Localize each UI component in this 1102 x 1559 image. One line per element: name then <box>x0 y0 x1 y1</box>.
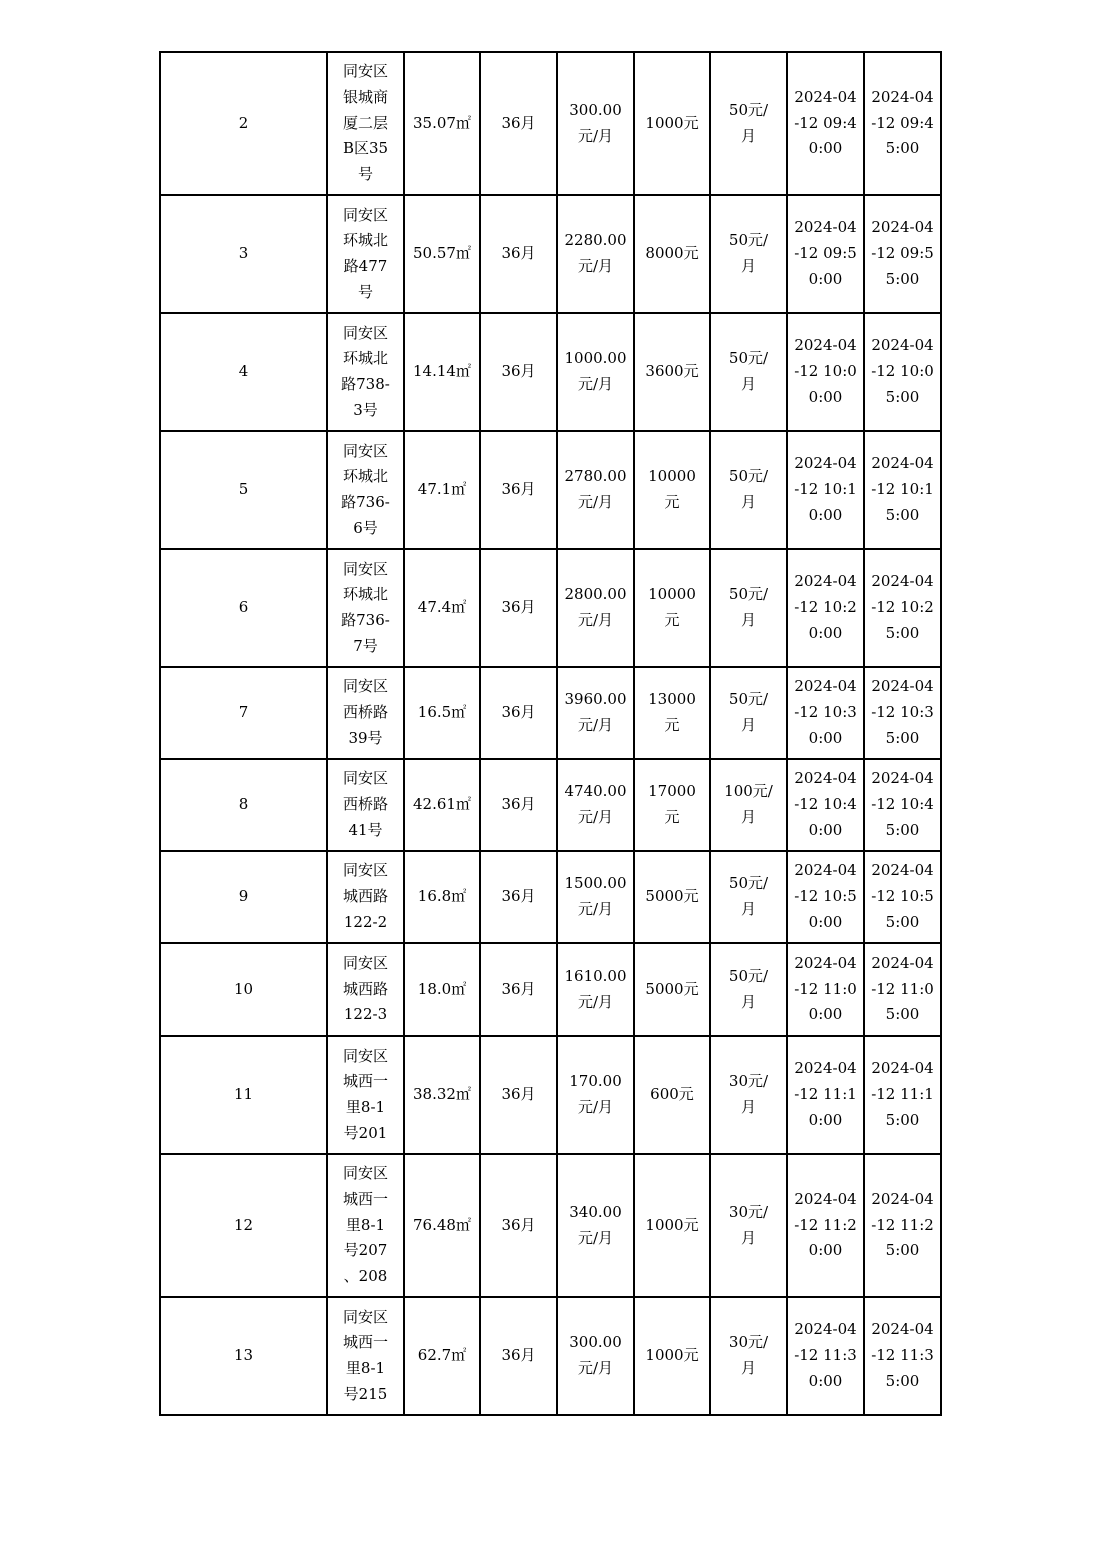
start-time-cell: 2024-04 -12 11:1 0:00 <box>787 1036 864 1154</box>
bid-increment-cell: 50元/ 月 <box>710 851 787 943</box>
deposit-cell: 600元 <box>634 1036 710 1154</box>
end-time-cell: 2024-04 -12 11:1 5:00 <box>864 1036 941 1154</box>
starting-rent-cell: 2280.00 元/月 <box>557 195 634 313</box>
table-row <box>160 667 941 759</box>
location-cell: 同安区 西桥路 39号 <box>327 667 404 759</box>
area-cell: 16.8㎡ <box>404 851 480 943</box>
row-number: 3 <box>160 195 327 313</box>
lease-term-cell: 36月 <box>480 313 557 431</box>
start-time-cell: 2024-04 -12 10:2 0:00 <box>787 549 864 667</box>
table-row <box>160 52 941 195</box>
start-time-cell: 2024-04 -12 11:0 0:00 <box>787 943 864 1036</box>
starting-rent-cell: 300.00 元/月 <box>557 52 634 195</box>
location-cell: 同安区 城西一 里8-1 号207 、208 <box>327 1154 404 1297</box>
lease-term-cell: 36月 <box>480 52 557 195</box>
area-cell: 47.4㎡ <box>404 549 480 667</box>
deposit-cell: 1000元 <box>634 1154 710 1297</box>
location-cell: 同安区 环城北 路736- 6号 <box>327 431 404 549</box>
end-time-cell: 2024-04 -12 10:2 5:00 <box>864 549 941 667</box>
starting-rent-cell: 300.00 元/月 <box>557 1297 634 1415</box>
area-cell: 16.5㎡ <box>404 667 480 759</box>
end-time-cell: 2024-04 -12 11:3 5:00 <box>864 1297 941 1415</box>
lease-term-cell: 36月 <box>480 1036 557 1154</box>
starting-rent-cell: 170.00 元/月 <box>557 1036 634 1154</box>
area-cell: 62.7㎡ <box>404 1297 480 1415</box>
table-row <box>160 1036 941 1154</box>
starting-rent-cell: 1610.00 元/月 <box>557 943 634 1036</box>
starting-rent-cell: 1000.00 元/月 <box>557 313 634 431</box>
end-time-cell: 2024-04 -12 09:5 5:00 <box>864 195 941 313</box>
table-row <box>160 759 941 851</box>
bid-increment-cell: 50元/ 月 <box>710 195 787 313</box>
start-time-cell: 2024-04 -12 10:5 0:00 <box>787 851 864 943</box>
start-time-cell: 2024-04 -12 11:3 0:00 <box>787 1297 864 1415</box>
row-number: 8 <box>160 759 327 851</box>
end-time-cell: 2024-04 -12 10:1 5:00 <box>864 431 941 549</box>
bid-increment-cell: 50元/ 月 <box>710 431 787 549</box>
end-time-cell: 2024-04 -12 10:4 5:00 <box>864 759 941 851</box>
start-time-cell: 2024-04 -12 09:4 0:00 <box>787 52 864 195</box>
deposit-cell: 3600元 <box>634 313 710 431</box>
lease-term-cell: 36月 <box>480 851 557 943</box>
lease-term-cell: 36月 <box>480 759 557 851</box>
end-time-cell: 2024-04 -12 11:0 5:00 <box>864 943 941 1036</box>
start-time-cell: 2024-04 -12 09:5 0:00 <box>787 195 864 313</box>
lease-term-cell: 36月 <box>480 1297 557 1415</box>
end-time-cell: 2024-04 -12 11:2 5:00 <box>864 1154 941 1297</box>
deposit-cell: 17000 元 <box>634 759 710 851</box>
deposit-cell: 1000元 <box>634 52 710 195</box>
starting-rent-cell: 4740.00 元/月 <box>557 759 634 851</box>
bid-increment-cell: 30元/ 月 <box>710 1036 787 1154</box>
area-cell: 76.48㎡ <box>404 1154 480 1297</box>
table-row <box>160 549 941 667</box>
bid-increment-cell: 100元/ 月 <box>710 759 787 851</box>
starting-rent-cell: 1500.00 元/月 <box>557 851 634 943</box>
deposit-cell: 5000元 <box>634 943 710 1036</box>
end-time-cell: 2024-04 -12 10:3 5:00 <box>864 667 941 759</box>
area-cell: 47.1㎡ <box>404 431 480 549</box>
deposit-cell: 1000元 <box>634 1297 710 1415</box>
starting-rent-cell: 340.00 元/月 <box>557 1154 634 1297</box>
deposit-cell: 13000 元 <box>634 667 710 759</box>
table-body <box>160 52 941 1415</box>
start-time-cell: 2024-04 -12 10:3 0:00 <box>787 667 864 759</box>
end-time-cell: 2024-04 -12 10:5 5:00 <box>864 851 941 943</box>
deposit-cell: 8000元 <box>634 195 710 313</box>
lease-term-cell: 36月 <box>480 1154 557 1297</box>
start-time-cell: 2024-04 -12 10:1 0:00 <box>787 431 864 549</box>
location-cell: 同安区 城西一 里8-1 号201 <box>327 1036 404 1154</box>
bid-increment-cell: 30元/ 月 <box>710 1154 787 1297</box>
starting-rent-cell: 3960.00 元/月 <box>557 667 634 759</box>
bid-increment-cell: 50元/ 月 <box>710 52 787 195</box>
row-number: 11 <box>160 1036 327 1154</box>
area-cell: 42.61㎡ <box>404 759 480 851</box>
lease-term-cell: 36月 <box>480 431 557 549</box>
start-time-cell: 2024-04 -12 10:0 0:00 <box>787 313 864 431</box>
area-cell: 38.32㎡ <box>404 1036 480 1154</box>
location-cell: 同安区 城西一 里8-1 号215 <box>327 1297 404 1415</box>
row-number: 10 <box>160 943 327 1036</box>
location-cell: 同安区 银城商 厦二层 B区35 号 <box>327 52 404 195</box>
row-number: 6 <box>160 549 327 667</box>
row-number: 12 <box>160 1154 327 1297</box>
location-cell: 同安区 环城北 路738- 3号 <box>327 313 404 431</box>
row-number: 4 <box>160 313 327 431</box>
start-time-cell: 2024-04 -12 11:2 0:00 <box>787 1154 864 1297</box>
lease-term-cell: 36月 <box>480 943 557 1036</box>
table-row <box>160 851 941 943</box>
lease-term-cell: 36月 <box>480 549 557 667</box>
starting-rent-cell: 2800.00 元/月 <box>557 549 634 667</box>
bid-increment-cell: 50元/ 月 <box>710 667 787 759</box>
table-row <box>160 195 941 313</box>
lease-term-cell: 36月 <box>480 667 557 759</box>
area-cell: 50.57㎡ <box>404 195 480 313</box>
table-row <box>160 431 941 549</box>
end-time-cell: 2024-04 -12 10:0 5:00 <box>864 313 941 431</box>
row-number: 9 <box>160 851 327 943</box>
table-row <box>160 943 941 1036</box>
row-number: 2 <box>160 52 327 195</box>
bid-increment-cell: 30元/ 月 <box>710 1297 787 1415</box>
location-cell: 同安区 城西路 122-3 <box>327 943 404 1036</box>
table-row <box>160 1297 941 1415</box>
location-cell: 同安区 环城北 路736- 7号 <box>327 549 404 667</box>
area-cell: 14.14㎡ <box>404 313 480 431</box>
deposit-cell: 5000元 <box>634 851 710 943</box>
table-row <box>160 1154 941 1297</box>
row-number: 5 <box>160 431 327 549</box>
bid-increment-cell: 50元/ 月 <box>710 313 787 431</box>
deposit-cell: 10000 元 <box>634 549 710 667</box>
end-time-cell: 2024-04 -12 09:4 5:00 <box>864 52 941 195</box>
table-row <box>160 313 941 431</box>
bid-increment-cell: 50元/ 月 <box>710 549 787 667</box>
lease-term-cell: 36月 <box>480 195 557 313</box>
listing-table <box>159 51 942 1416</box>
location-cell: 同安区 城西路 122-2 <box>327 851 404 943</box>
bid-increment-cell: 50元/ 月 <box>710 943 787 1036</box>
row-number: 7 <box>160 667 327 759</box>
area-cell: 35.07㎡ <box>404 52 480 195</box>
starting-rent-cell: 2780.00 元/月 <box>557 431 634 549</box>
start-time-cell: 2024-04 -12 10:4 0:00 <box>787 759 864 851</box>
location-cell: 同安区 西桥路 41号 <box>327 759 404 851</box>
area-cell: 18.0㎡ <box>404 943 480 1036</box>
deposit-cell: 10000 元 <box>634 431 710 549</box>
location-cell: 同安区 环城北 路477 号 <box>327 195 404 313</box>
row-number: 13 <box>160 1297 327 1415</box>
